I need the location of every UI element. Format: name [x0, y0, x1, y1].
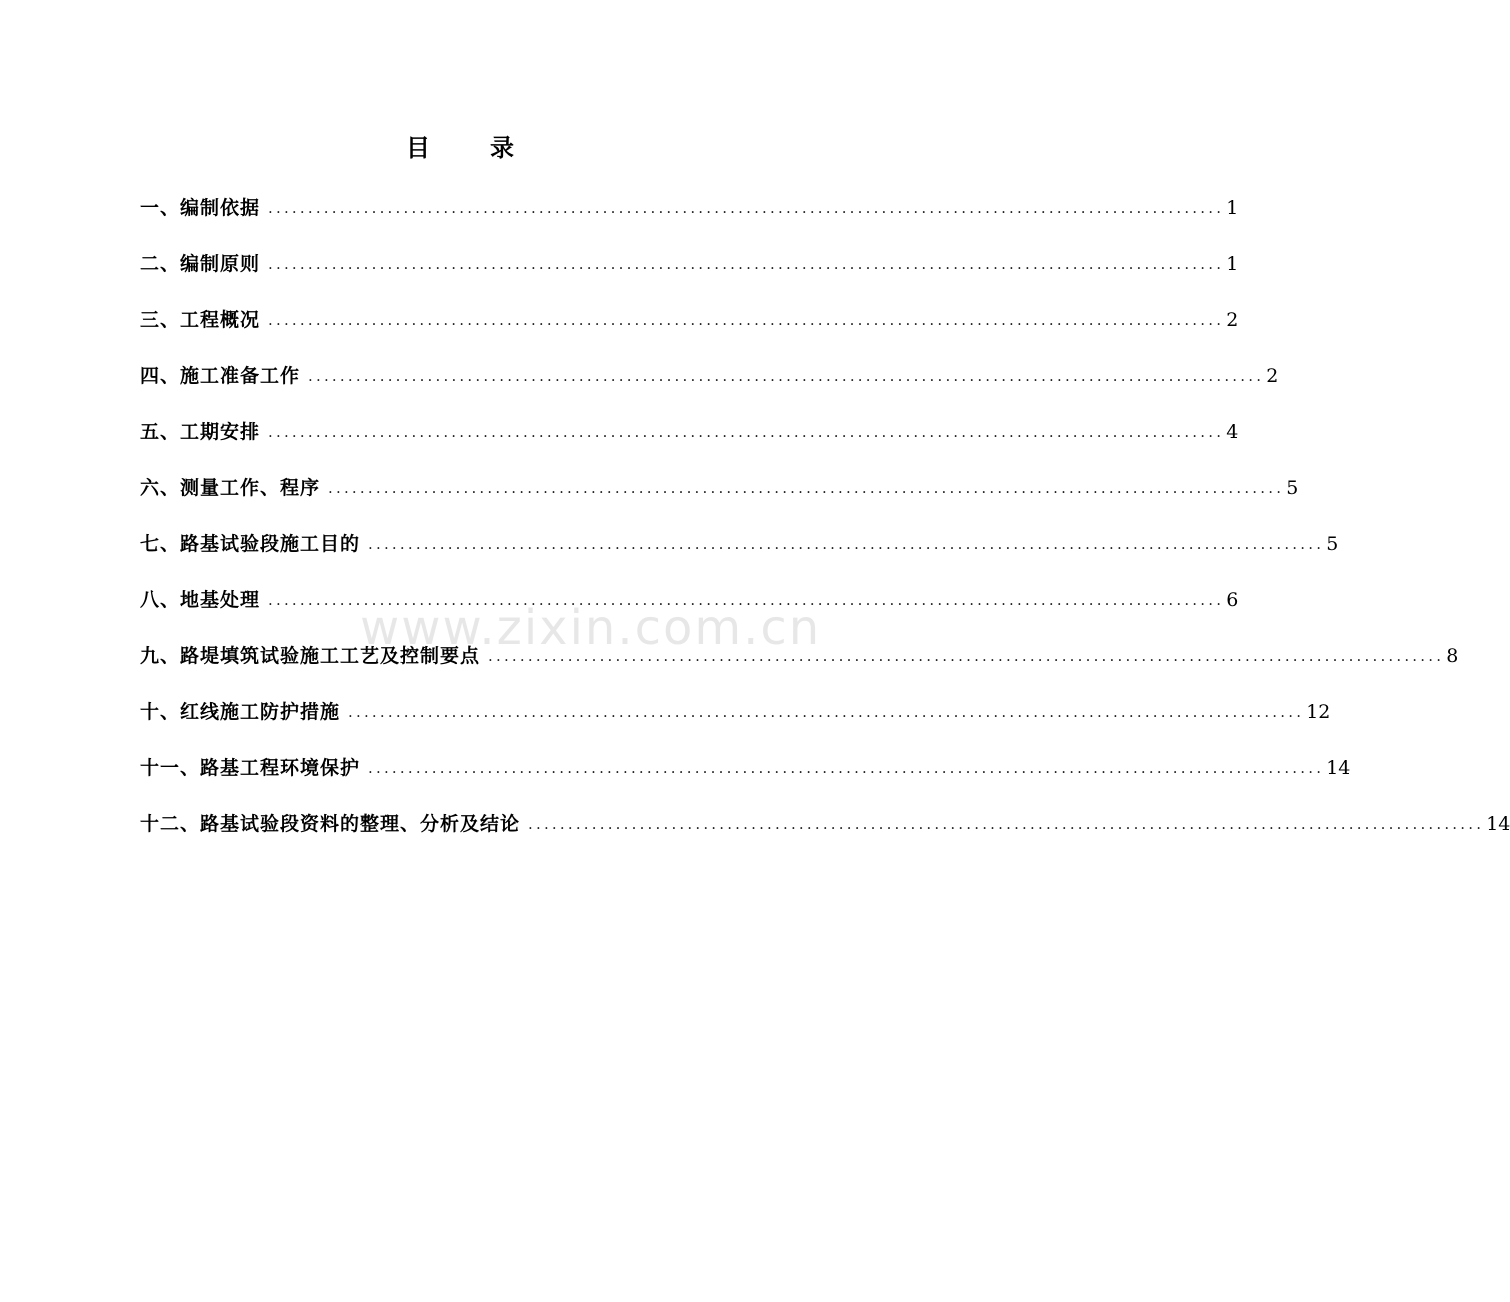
toc-entry-page: 12: [1306, 701, 1331, 723]
toc-title: [0, 130, 920, 166]
toc-dot-leader: ........................................................................................................................: [368, 759, 1325, 777]
toc-entry[interactable]: [140, 396, 1239, 452]
toc-entry-label: 八、地基处理: [140, 589, 261, 611]
toc-entry-page: 6: [1226, 589, 1239, 611]
toc-dot-leader: ........................................................................................................................: [268, 311, 1225, 329]
toc-entry-page: 14: [1486, 813, 1510, 835]
toc-entry-page: 4: [1226, 421, 1239, 443]
toc-entry-page: 1: [1226, 253, 1239, 275]
toc-dot-leader: ........................................................................................................................: [528, 815, 1485, 833]
toc-entry[interactable]: [140, 172, 1239, 228]
toc-entry-label: 十、红线施工防护措施: [140, 701, 341, 723]
toc-entry-page: 14: [1326, 757, 1351, 779]
toc-entry-label: 十二、路基试验段资料的整理、分析及结论: [140, 813, 521, 835]
toc-entry-label: 五、工期安排: [140, 421, 261, 443]
toc-entry-page: 8: [1446, 645, 1459, 667]
toc-entry[interactable]: [140, 732, 1351, 788]
toc-dot-leader: ........................................................................................................................: [268, 591, 1225, 609]
toc-entry-page: 2: [1226, 309, 1239, 331]
toc-title-right: 录: [490, 133, 514, 162]
toc-dot-leader: ........................................................................................................................: [268, 255, 1225, 273]
toc-dot-leader: ........................................................................................................................: [268, 423, 1225, 441]
toc-entry-label: 九、路堤填筑试验施工工艺及控制要点: [140, 645, 481, 667]
toc-list: [140, 172, 1510, 844]
toc-dot-leader: ........................................................................................................................: [328, 479, 1285, 497]
toc-entry[interactable]: [140, 228, 1239, 284]
toc-entry-label: 四、施工准备工作: [140, 365, 301, 387]
toc-entry[interactable]: [140, 452, 1299, 508]
toc-entry-label: 六、测量工作、程序: [140, 477, 321, 499]
toc-entry-label: 一、编制依据: [140, 197, 261, 219]
toc-dot-leader: ........................................................................................................................: [368, 535, 1325, 553]
toc-dot-leader: ........................................................................................................................: [308, 367, 1265, 385]
toc-entry-label: 二、编制原则: [140, 253, 261, 275]
toc-entry[interactable]: [140, 564, 1239, 620]
toc-entry-label: 十一、路基工程环境保护: [140, 757, 361, 779]
toc-entry-page: 2: [1266, 365, 1279, 387]
toc-entry[interactable]: [140, 620, 1459, 676]
toc-entry-page: 5: [1326, 533, 1339, 555]
toc-entry[interactable]: [140, 788, 1510, 844]
toc-entry[interactable]: [140, 676, 1331, 732]
toc-entry-page: 5: [1286, 477, 1299, 499]
toc-dot-leader: ........................................................................................................................: [348, 703, 1305, 721]
toc-entry-page: 1: [1226, 197, 1239, 219]
toc-dot-leader: ........................................................................................................................: [268, 199, 1225, 217]
toc-entry[interactable]: [140, 340, 1279, 396]
toc-entry[interactable]: [140, 284, 1239, 340]
toc-entry[interactable]: [140, 508, 1339, 564]
toc-dot-leader: ........................................................................................................................: [488, 647, 1445, 665]
toc-entry-label: 三、工程概况: [140, 309, 261, 331]
watermark: www.zixin.com.cn: [360, 600, 822, 656]
toc-entry-label: 七、路基试验段施工目的: [140, 533, 361, 555]
toc-title-left: 目: [406, 133, 430, 162]
